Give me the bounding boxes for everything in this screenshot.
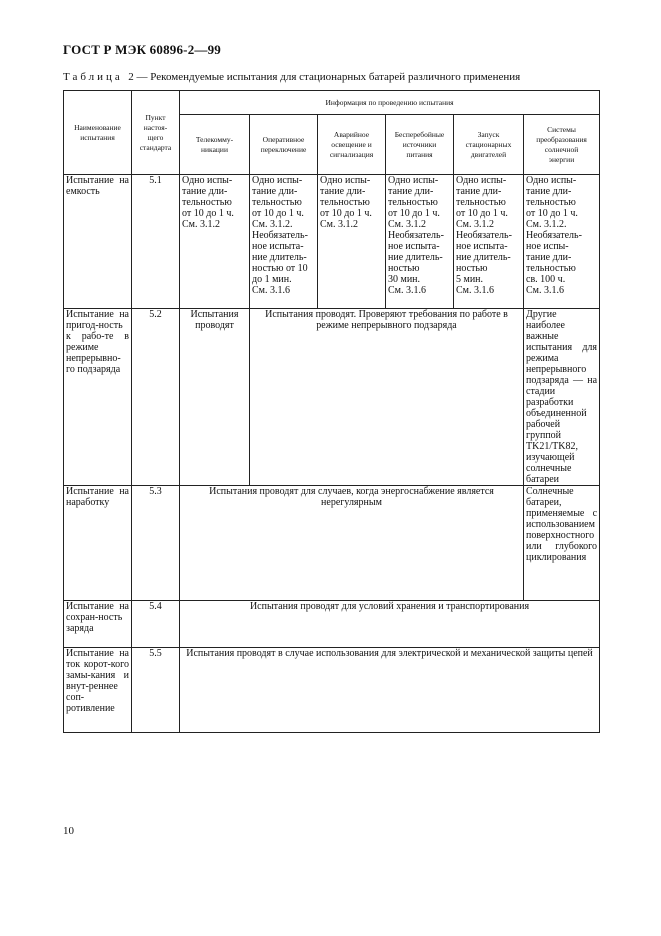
header-info: Информация по проведению испытания xyxy=(180,91,600,115)
document-header: ГОСТ Р МЭК 60896-2—99 xyxy=(63,42,222,57)
table-row-endurance xyxy=(64,486,600,601)
table-caption xyxy=(63,71,520,83)
header-switching: Оперативное переключение xyxy=(250,115,318,175)
header-test-name: Наименование испытания xyxy=(64,91,132,175)
table-row-shortcircuit xyxy=(64,648,600,733)
row-clause: 5.3 xyxy=(132,486,180,601)
cell-merged-info: Испытания проводят. Проверяют требования по работе в режиме непрерывного подзаряда xyxy=(250,309,524,486)
row-clause: 5.2 xyxy=(132,309,180,486)
table-header-row xyxy=(64,91,600,115)
row-clause: 5.1 xyxy=(132,175,180,309)
cell-solar: Другие наиболее важные испытания для режима непрерывного подзаряда — на стадии разработки объединенной рабочей группой TK21/TK82, изучающей солнечные батареи xyxy=(524,309,600,486)
table-caption-label: Таблица xyxy=(63,71,123,83)
header-ups: Бесперебойные источники питания xyxy=(386,115,454,175)
page-number: 10 xyxy=(63,825,74,837)
cell-telecom: Испытания проводят xyxy=(180,309,250,486)
header-emergency-lighting: Аварийное освещение и сигнализация xyxy=(318,115,386,175)
table-row-retention xyxy=(64,601,600,648)
cell-merged-info: Испытания проводят в случае использования для электрической и механической защиты цепей xyxy=(180,648,600,733)
cell-solar: Солнечные батареи, применяемые с использованием поверхностного или глубокого циклирования xyxy=(524,486,600,601)
cell-ups: Одно испы- тание дли- тельностью от 10 до 1 ч. См. 3.1.2 Необязатель- ное испыта- ние длитель- ностью 30 мин. См. 3.1.6 xyxy=(386,175,454,309)
header-telecom: Телекомму- никации xyxy=(180,115,250,175)
row-clause: 5.5 xyxy=(132,648,180,733)
row-name: Испытание на емкость xyxy=(64,175,132,309)
header-clause: Пункт настоя- щего стандарта xyxy=(132,91,180,175)
row-clause: 5.4 xyxy=(132,601,180,648)
row-name: Испытание на сохран-ность заряда xyxy=(64,601,132,648)
cell-engine-start: Одно испы- тание дли- тельностью от 10 до 1 ч. См. 3.1.2 Необязатель- ное испыта- ние длитель- ностью 5 мин. См. 3.1.6 xyxy=(454,175,524,309)
table-caption-text: 2 — Рекомендуемые испытания для стационарных батарей различного применения xyxy=(128,71,521,83)
row-name: Испытание на наработку xyxy=(64,486,132,601)
header-engine-start: Запуск стационарных двигателей xyxy=(454,115,524,175)
row-name: Испытание на ток корот-кого замы-кания и внут-реннее соп-ротивление xyxy=(64,648,132,733)
header-solar: Системы преобразования солнечной энергии xyxy=(524,115,600,175)
cell-merged-info: Испытания проводят для условий хранения и транспортирования xyxy=(180,601,600,648)
cell-solar: Одно испы- тание дли- тельностью от 10 до 1 ч. См. 3.1.2. Необязатель- ное испы- тание дли- тельностью св. 100 ч. См. 3.1.6 xyxy=(524,175,600,309)
tests-table xyxy=(63,90,600,733)
row-name: Испытание на пригод-ность к рабо-те в режиме непрерывно-го подзаряда xyxy=(64,309,132,486)
cell-merged-info: Испытания проводят для случаев, когда энергоснабжение является нерегулярным xyxy=(180,486,524,601)
cell-switching: Одно испы- тание дли- тельностью от 10 до 1 ч. См. 3.1.2. Необязатель- ное испыта- ние длитель- ностью от 10 до 1 мин. См. 3.1.6 xyxy=(250,175,318,309)
cell-emergency-lighting: Одно испы- тание дли- тельностью от 10 до 1 ч. См. 3.1.2 xyxy=(318,175,386,309)
table-row-capacity xyxy=(64,175,600,309)
cell-telecom: Одно испы- тание дли- тельностью от 10 до 1 ч. См. 3.1.2 xyxy=(180,175,250,309)
table-row-float xyxy=(64,309,600,486)
